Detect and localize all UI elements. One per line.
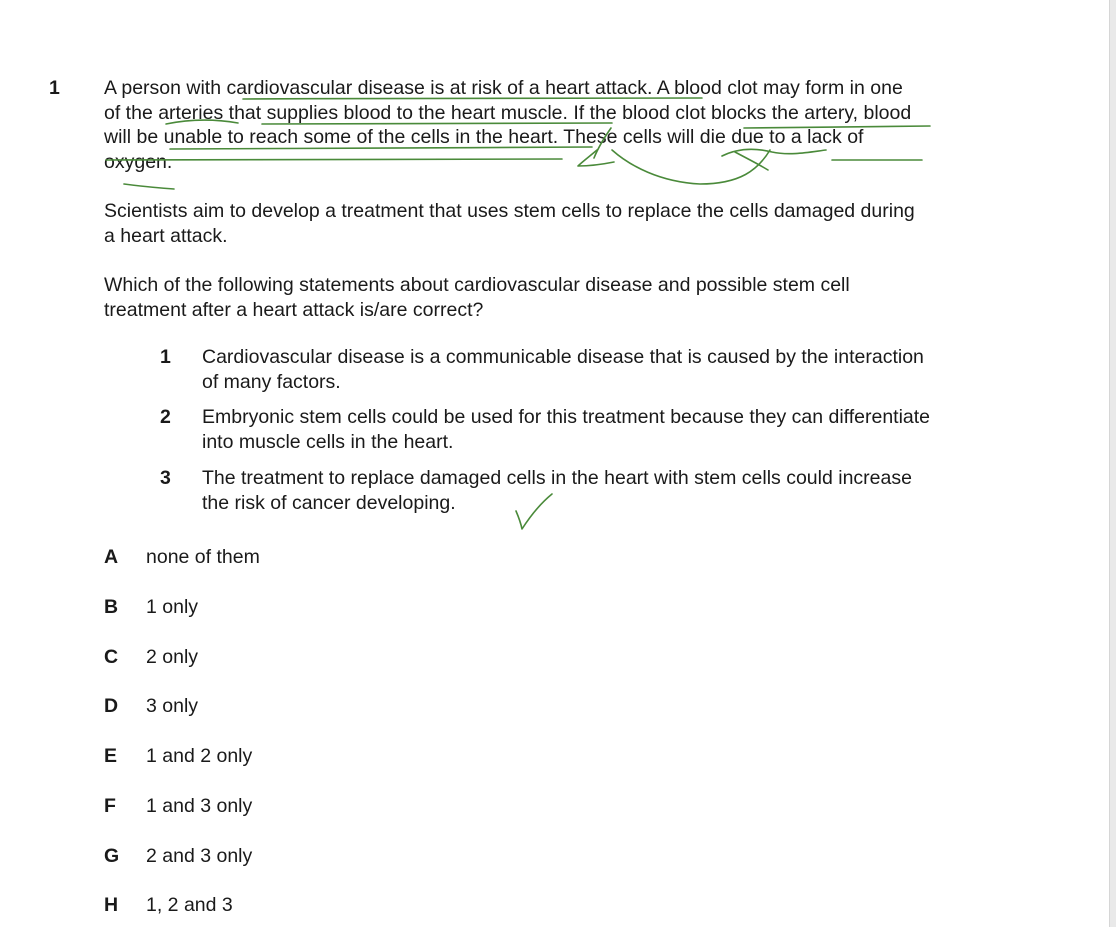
- option-text: 1 and 3 only: [146, 795, 253, 817]
- question-prompt: [104, 273, 1014, 322]
- option-letter: B: [104, 596, 119, 618]
- option-letter: E: [104, 745, 118, 767]
- option-text: none of them: [146, 546, 260, 568]
- option-text: 2 only: [146, 646, 199, 668]
- option-text: 3 only: [146, 695, 199, 717]
- option-letter: A: [104, 546, 119, 568]
- statement-line: Cardiovascular disease is a communicable disease that is caused by the interaction: [202, 346, 924, 368]
- stem-line-1: A person with cardiovascular disease is at risk of a heart attack. A blood clot may form in one: [104, 77, 903, 99]
- statement-text: [202, 405, 1017, 454]
- question-intro: [104, 199, 1014, 248]
- stem-line-2: of the arteries that supplies blood to the heart muscle. If the blood clot blocks the artery, blood: [104, 101, 912, 124]
- statement-line: The treatment to replace damaged cells in the heart with stem cells could increase: [202, 467, 912, 489]
- page-edge: [1109, 0, 1116, 927]
- question-stem: [104, 76, 1014, 174]
- option-letter: D: [104, 695, 119, 717]
- statement-line: into muscle cells in the heart.: [202, 430, 454, 453]
- statement-line: of many factors.: [202, 370, 341, 393]
- question-number: 1: [49, 77, 60, 99]
- stem-line-3: will be unable to reach some of the cells in the heart. These cells will die due to a lack of: [104, 126, 864, 148]
- option-text: 1, 2 and 3: [146, 894, 233, 916]
- statement-line: the risk of cancer developing.: [202, 491, 456, 514]
- prompt-line-2: treatment after a heart attack is/are correct?: [104, 298, 484, 321]
- option-letter: G: [104, 845, 120, 867]
- statement-text: [202, 466, 1017, 515]
- statement-line: Embryonic stem cells could be used for this treatment because they can differentiate: [202, 406, 931, 428]
- option-text: 1 and 2 only: [146, 745, 253, 767]
- statement-number: 2: [160, 406, 171, 428]
- intro-line-1: Scientists aim to develop a treatment that uses stem cells to replace the cells damaged during: [104, 200, 915, 222]
- prompt-line-1: Which of the following statements about cardiovascular disease and possible stem cell: [104, 274, 850, 296]
- statement-text: [202, 345, 1017, 394]
- option-letter: H: [104, 894, 119, 916]
- option-letter: F: [104, 795, 116, 817]
- option-letter: C: [104, 646, 119, 668]
- statement-number: 1: [160, 346, 171, 368]
- option-text: 2 and 3 only: [146, 845, 253, 867]
- underline-stroke: [124, 184, 174, 189]
- statement-number: 3: [160, 467, 171, 489]
- stem-line-4: oxygen.: [104, 150, 173, 173]
- intro-line-2: a heart attack.: [104, 224, 228, 247]
- option-text: 1 only: [146, 596, 199, 618]
